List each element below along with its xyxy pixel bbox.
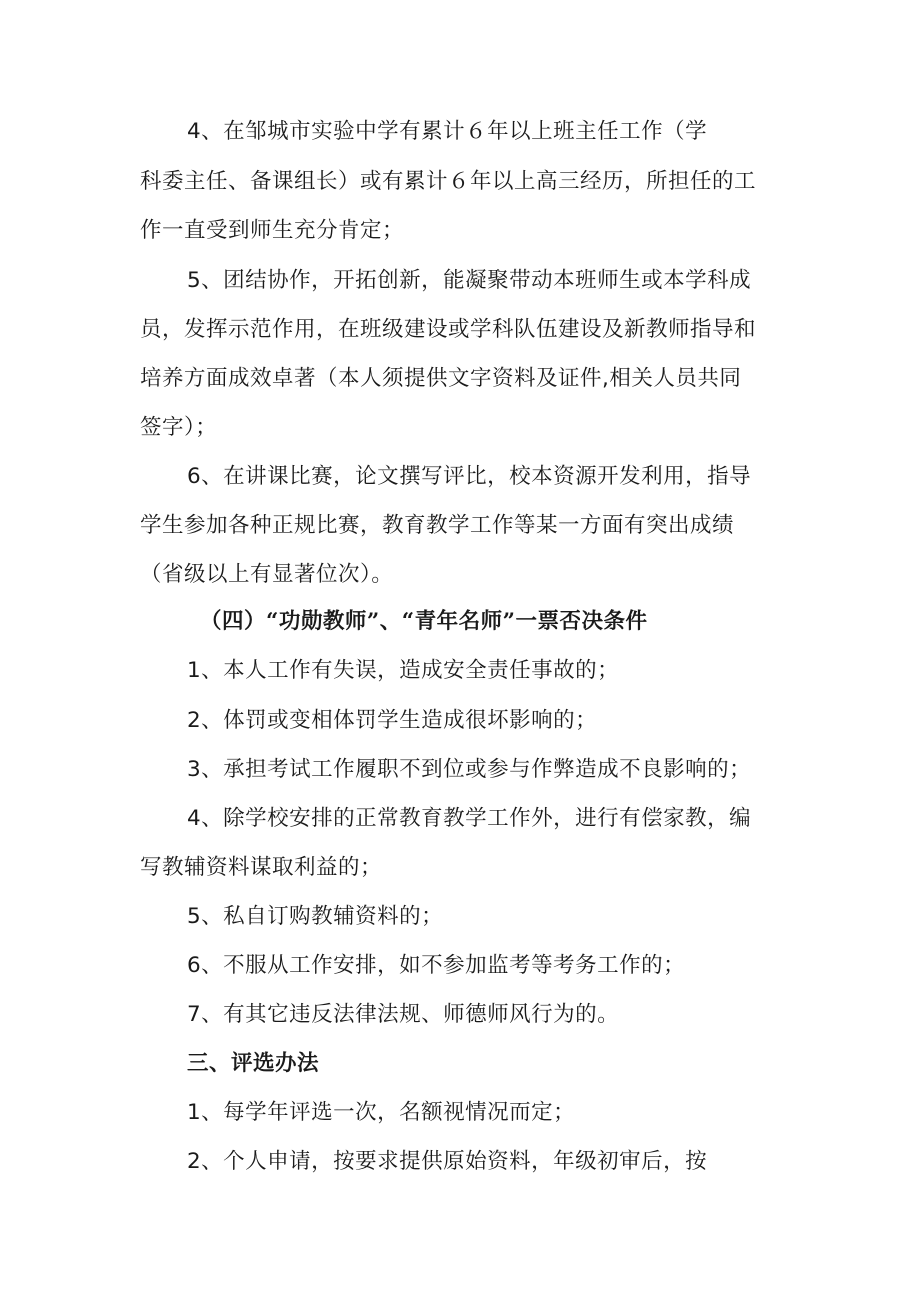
paragraph-item-5-line-4: 签字）； <box>140 415 218 440</box>
veto-item-7: 7、有其它违反法律法规、师德师风行为的。 <box>187 1002 620 1027</box>
method-item-1: 1、每学年评选一次，名额视情况而定； <box>187 1100 576 1125</box>
veto-item-1: 1、本人工作有失误，造成安全责任事故的； <box>187 658 620 683</box>
paragraph-item-4-line-2: 科委主任、备课组长）或有累计６年以上高三经历，所担任的工 <box>140 169 757 194</box>
paragraph-item-6-line-3: （省级以上有显著位次）。 <box>140 562 394 587</box>
veto-item-4-line-2: 写教辅资料谋取利益的； <box>140 855 383 880</box>
method-item-2: 2、个人申请，按要求提供原始资料，年级初审后，按 <box>187 1149 708 1174</box>
veto-item-3: 3、承担考试工作履职不到位或参与作弊造成不良影响的； <box>187 757 752 782</box>
paragraph-item-5-line-2: 员，发挥示范作用，在班级建设或学科队伍建设及新教师指导和 <box>140 317 757 342</box>
paragraph-item-5-line-1: 5、团结协作，开拓创新，能凝聚带动本班师生或本学科成 <box>187 268 752 293</box>
veto-item-4-line-1: 4、除学校安排的正常教育教学工作外，进行有偿家教，编 <box>187 806 752 831</box>
paragraph-item-6-line-1: 6、在讲课比赛，论文撰写评比，校本资源开发利用，指导 <box>187 464 752 489</box>
paragraph-item-4-line-3: 作一直受到师生充分肯定； <box>140 218 405 243</box>
veto-item-6: 6、不服从工作安排，如不参加监考等考务工作的； <box>187 953 686 978</box>
veto-item-2: 2、体罚或变相体罚学生造成很坏影响的； <box>187 708 598 733</box>
paragraph-item-6-line-2: 学生参加各种正规比赛，教育教学工作等某一方面有突出成绩 <box>140 513 735 538</box>
veto-item-5: 5、私自订购教辅资料的； <box>187 904 444 929</box>
section-3-heading: 三、评选办法 <box>187 1051 320 1076</box>
paragraph-item-4-line-1: 4、在邹城市实验中学有累计６年以上班主任工作（学 <box>187 119 708 144</box>
section-4-heading: （四）“功勋教师”、“青年名师”一票否决条件 <box>200 609 648 634</box>
paragraph-item-5-line-3: 培养方面成效卓著（本人须提供文字资料及证件,相关人员共同 <box>140 366 742 391</box>
